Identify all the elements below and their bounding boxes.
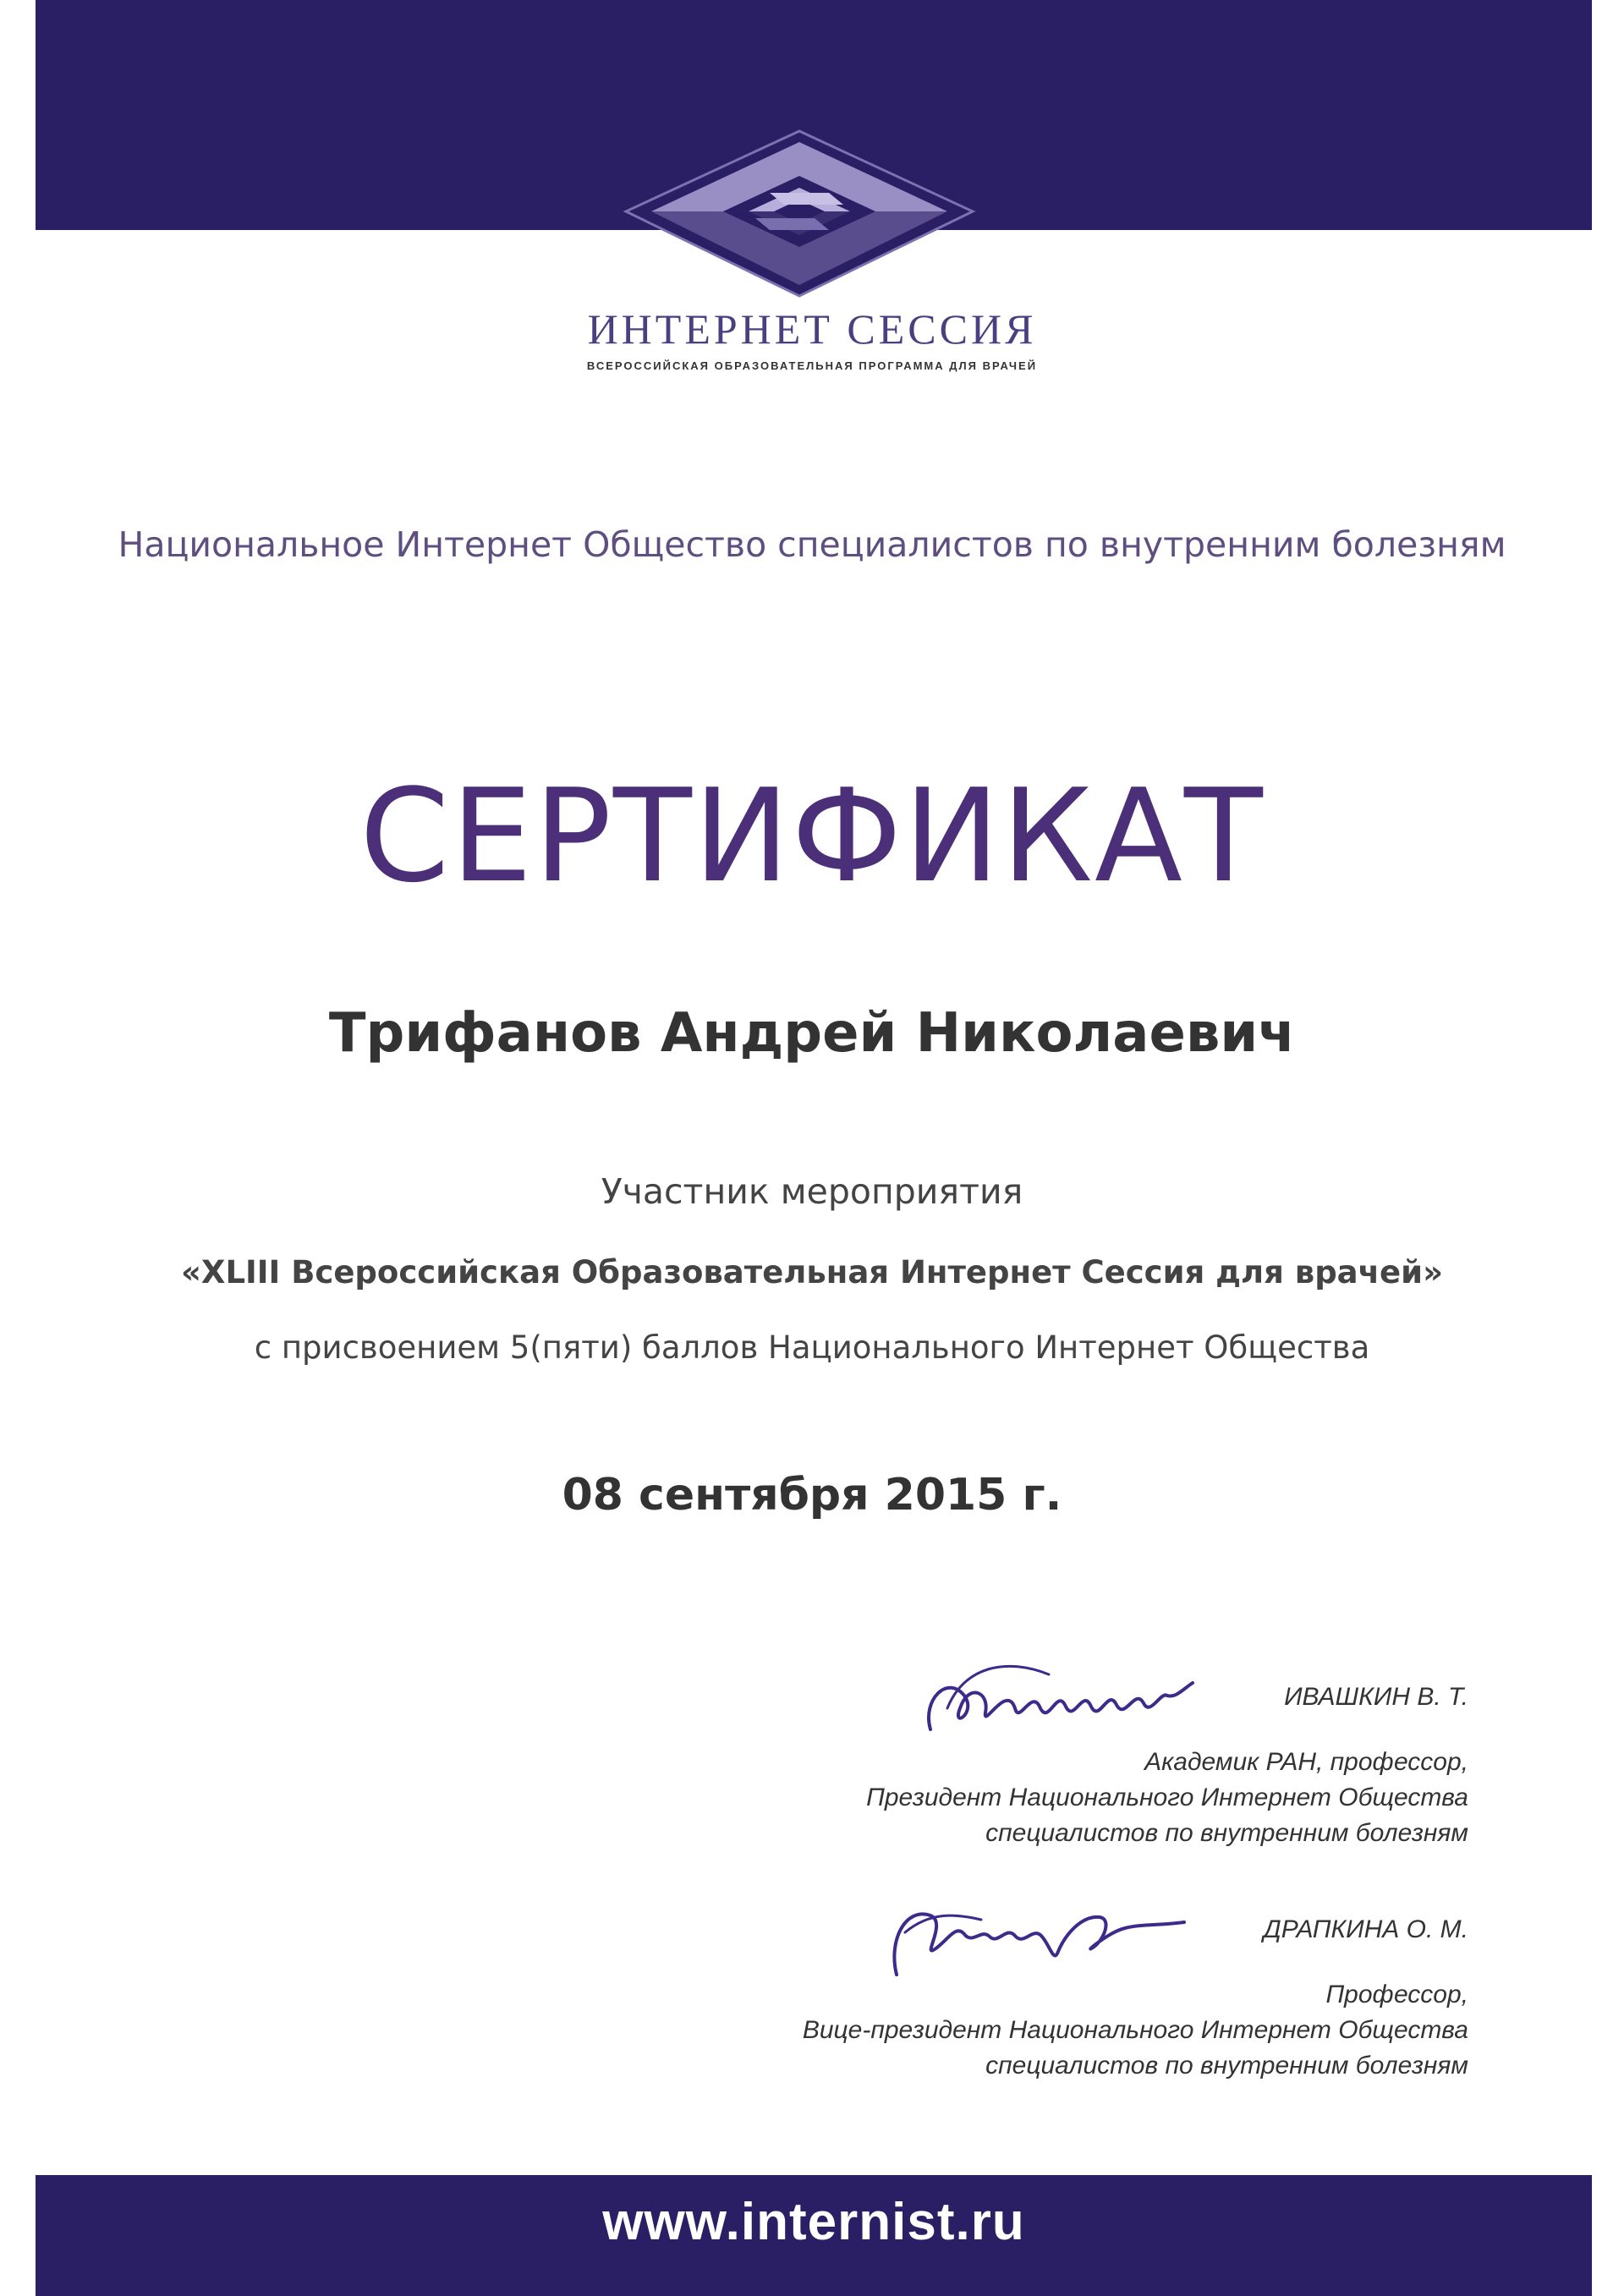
signature-ivashkin-icon xyxy=(914,1649,1201,1751)
signatory-1-title-line: специалистов по внутренним болезням xyxy=(985,1819,1468,1847)
certificate-date: 08 сентября 2015 г. xyxy=(562,1470,1062,1521)
signatory-1-name: ИВАШКИН В. Т. xyxy=(1284,1683,1468,1711)
event-name: «XLIII Всероссийская Образовательная Интернет Сессия для врачей» xyxy=(181,1254,1443,1290)
participant-label: Участник мероприятия xyxy=(601,1171,1023,1212)
signatory-1-title xyxy=(866,1745,1468,1851)
points-text: с присвоением 5(пяти) баллов Национального Интернет Общества xyxy=(254,1329,1370,1366)
website-link[interactable]: www.internist.ru xyxy=(602,2193,1025,2251)
signature-drapkina-icon xyxy=(871,1882,1193,1992)
signatory-1-title-line: Президент Национального Интернет Общества xyxy=(866,1784,1468,1811)
logo-subtitle: ВСЕРОССИЙСКАЯ ОБРАЗОВАТЕЛЬНАЯ ПРОГРАММА ДЛЯ ВРАЧЕЙ xyxy=(586,359,1038,372)
signatory-2-title xyxy=(803,1977,1468,2084)
certificate-title: СЕРТИФИКАТ xyxy=(359,761,1265,911)
internet-session-logo-icon xyxy=(622,127,977,300)
signatory-2-title-line: Профессор, xyxy=(1325,1981,1468,2008)
signatory-2-name: ДРАПКИНА О. М. xyxy=(1263,1915,1468,1943)
signatory-1-title-line: Академик РАН, профессор, xyxy=(1144,1748,1468,1776)
bottom-banner xyxy=(36,2175,1592,2296)
signatory-2-title-line: специалистов по внутренним болезням xyxy=(985,2052,1468,2080)
logo-title: ИНТЕРНЕТ СЕССИЯ xyxy=(587,305,1037,353)
recipient-name: Трифанов Андрей Николаевич xyxy=(328,1002,1296,1065)
signatory-2-title-line: Вице-президент Национального Интернет Общества xyxy=(802,2016,1468,2044)
organization-name: Национальное Интернет Общество специалистов по внутренним болезням xyxy=(118,524,1506,565)
